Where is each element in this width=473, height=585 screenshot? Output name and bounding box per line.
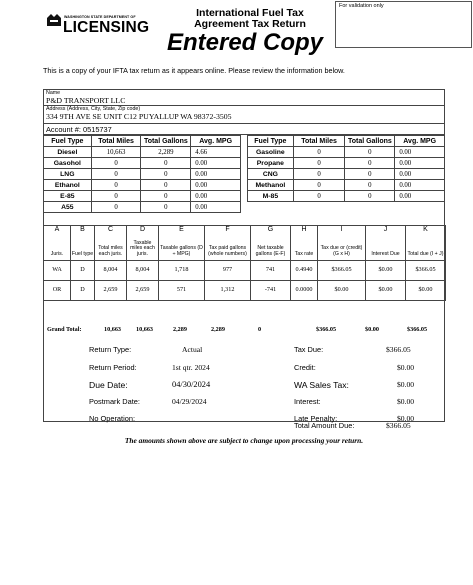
col-letter: I	[318, 226, 366, 235]
column-letters-row	[44, 226, 446, 235]
return-type-value: Actual	[182, 345, 203, 354]
grand-total-interest: $0.00	[365, 326, 379, 333]
fuel-gallons: 2,289	[141, 147, 191, 158]
col-letter: K	[406, 226, 446, 235]
return-period-label: Return Period:	[89, 363, 137, 372]
col-head: Tax rate	[291, 234, 318, 260]
grand-total-due: $366.05	[407, 326, 428, 333]
cell: 2,659	[95, 280, 127, 300]
fuel-row	[44, 158, 241, 169]
wa-sales-tax-value: $0.00	[397, 380, 415, 389]
col-head: Tax due or (credit) (G x H)	[318, 234, 366, 260]
fuel-gallons: 0	[345, 147, 395, 158]
late-penalty-value: $0.00	[397, 414, 415, 423]
fuel-gallons: 0	[345, 180, 395, 191]
credit-label: Credit:	[294, 363, 316, 372]
fuel-gallons: 0	[141, 202, 191, 213]
logo-licensing-text: LICENSING	[63, 19, 150, 36]
cell: D	[71, 260, 95, 280]
fuel-miles: 0	[91, 158, 141, 169]
logo-department-text: WASHINGTON STATE DEPARTMENT OF	[64, 15, 136, 19]
interest-label: Interest:	[294, 397, 321, 406]
fuel-miles: 0	[91, 180, 141, 191]
fuel-mpg: 0.00	[395, 180, 445, 191]
cell: 977	[205, 260, 251, 280]
grand-total-taxable-gallons: 2,289	[173, 326, 187, 333]
credit-value: $0.00	[397, 363, 415, 372]
return-type-label: Return Type:	[89, 345, 132, 354]
fuel-gallons: 0	[141, 191, 191, 202]
jurisdiction-table	[43, 225, 446, 301]
validation-label: For validation only	[339, 3, 384, 9]
cell: 571	[159, 280, 205, 300]
col-letter: E	[159, 226, 205, 235]
cell: $0.00	[318, 280, 366, 300]
grand-total-taxable-miles: 10,663	[136, 326, 154, 333]
total-miles-header: Total Miles	[293, 136, 345, 147]
grand-total-tax-paid-gallons: 2,289	[211, 326, 225, 333]
fuel-mpg: 0.00	[395, 169, 445, 180]
col-letter: F	[205, 226, 251, 235]
fuel-mpg: 0.00	[191, 169, 241, 180]
fuel-mpg: 0.00	[395, 158, 445, 169]
fuel-row	[44, 169, 241, 180]
cell: 1,718	[159, 260, 205, 280]
wa-sales-tax-label: WA Sales Tax:	[294, 380, 349, 390]
fuel-type: M-85	[248, 191, 294, 202]
address-label: Address (Address, City, State, Zip code)	[46, 106, 141, 112]
fuel-mpg: 4.66	[191, 147, 241, 158]
cell: D	[71, 280, 95, 300]
interest-value: $0.00	[397, 397, 415, 406]
col-head: Taxable miles each juris.	[127, 234, 159, 260]
fuel-type: CNG	[248, 169, 294, 180]
fuel-miles: 0	[293, 180, 345, 191]
no-operation-label: No Operation:	[89, 414, 136, 423]
fuel-miles: 0	[91, 202, 141, 213]
fuel-row	[248, 180, 445, 191]
taxpayer-address: 334 9TH AVE SE UNIT C12 PUYALLUP WA 98372-3505	[46, 112, 232, 121]
cell: $0.00	[366, 260, 406, 280]
col-letter: J	[366, 226, 406, 235]
fuel-header-row	[44, 136, 241, 147]
fuel-mpg: 0.00	[191, 158, 241, 169]
fuel-row	[248, 191, 445, 202]
fuel-type-header: Fuel Type	[248, 136, 294, 147]
fuel-mpg: 0.00	[395, 147, 445, 158]
cell: 8,004	[127, 260, 159, 280]
form-title-line2: Agreement Tax Return	[194, 18, 306, 30]
account-line	[46, 125, 112, 134]
cell: 741	[251, 260, 291, 280]
total-miles-header: Total Miles	[91, 136, 141, 147]
total-gallons-header: Total Gallons	[345, 136, 395, 147]
fuel-type: Propane	[248, 158, 294, 169]
fuel-miles: 0	[293, 158, 345, 169]
fuel-miles: 0	[91, 169, 141, 180]
cell: 2,659	[127, 280, 159, 300]
total-amount-due-value: $366.05	[386, 421, 411, 430]
total-amount-due-label: Total Amount Due:	[294, 421, 355, 430]
fuel-gallons: 0	[345, 191, 395, 202]
divider	[43, 123, 445, 124]
fuel-gallons: 0	[141, 180, 191, 191]
col-letter: D	[127, 226, 159, 235]
intro-text: This is a copy of your IFTA tax return as it appears online. Please review the information below.	[43, 66, 345, 75]
col-head: Fuel type	[71, 234, 95, 260]
total-gallons-header: Total Gallons	[141, 136, 191, 147]
postmark-date-label: Postmark Date:	[89, 397, 140, 406]
cell: 8,004	[95, 260, 127, 280]
taxpayer-name: P&D TRANSPORT LLC	[46, 96, 126, 105]
fuel-gallons: 0	[141, 158, 191, 169]
fuel-type: Ethanol	[44, 180, 92, 191]
fuel-gallons: 0	[141, 169, 191, 180]
validation-box	[335, 1, 472, 48]
due-date-value: 04/30/2024	[172, 380, 211, 389]
col-letter: G	[251, 226, 291, 235]
late-penalty-label: Late Penalty:	[294, 414, 338, 423]
cell: WA	[44, 260, 71, 280]
col-letter: A	[44, 226, 71, 235]
fuel-mpg: 0.00	[191, 202, 241, 213]
col-head: Taxable gallons (D ÷ MPG)	[159, 234, 205, 260]
fuel-mpg: 0.00	[191, 180, 241, 191]
fuel-type-header: Fuel Type	[44, 136, 92, 147]
col-head: Total miles each juris.	[95, 234, 127, 260]
col-head: Net taxable gallons (E-F)	[251, 234, 291, 260]
fuel-type: Gasohol	[44, 158, 92, 169]
cell: $0.00	[366, 280, 406, 300]
fuel-miles: 0	[293, 191, 345, 202]
tax-due-value: $366.05	[386, 345, 411, 354]
fuel-type: Diesel	[44, 147, 92, 158]
cell: $366.05	[318, 260, 366, 280]
fuel-miles: 0	[293, 147, 345, 158]
fuel-summary-left	[43, 135, 241, 213]
avg-mpg-header: Avg. MPG	[395, 136, 445, 147]
fuel-header-row	[248, 136, 445, 147]
fuel-type: A55	[44, 202, 92, 213]
fuel-row	[44, 180, 241, 191]
col-letter: H	[291, 226, 318, 235]
fuel-row	[248, 147, 445, 158]
fuel-mpg: 0.00	[191, 191, 241, 202]
table-row	[44, 280, 446, 300]
fuel-type: LNG	[44, 169, 92, 180]
col-head: Juris.	[44, 234, 71, 260]
return-period-value: 1st qtr. 2024	[172, 363, 210, 372]
fuel-summary-right	[247, 135, 445, 202]
fuel-row	[44, 147, 241, 158]
cell: $0.00	[406, 280, 446, 300]
form-title-line1: International Fuel Tax	[196, 7, 304, 19]
fuel-type: Methanol	[248, 180, 294, 191]
cell: 1,312	[205, 280, 251, 300]
cell: -741	[251, 280, 291, 300]
disclaimer-text: The amounts shown above are subject to change upon processing your return.	[124, 436, 364, 445]
table-row	[44, 260, 446, 280]
col-head: Interest Due	[366, 234, 406, 260]
col-letter: C	[95, 226, 127, 235]
cell: 0.4940	[291, 260, 318, 280]
postmark-date-value: 04/29/2024	[172, 397, 207, 406]
fuel-type: Gasoline	[248, 147, 294, 158]
account-number: 0515737	[82, 125, 112, 134]
cell: $366.05	[406, 260, 446, 280]
fuel-mpg: 0.00	[395, 191, 445, 202]
fuel-miles: 0	[293, 169, 345, 180]
fuel-row	[44, 202, 241, 213]
name-label: Name	[46, 90, 61, 96]
col-head: Tax paid gallons (whole numbers)	[205, 234, 251, 260]
dol-logo	[46, 12, 156, 34]
avg-mpg-header: Avg. MPG	[191, 136, 241, 147]
tax-due-label: Tax Due:	[294, 345, 324, 354]
washington-state-logo-icon	[46, 12, 62, 28]
fuel-gallons: 0	[345, 158, 395, 169]
fuel-miles: 0	[91, 191, 141, 202]
grand-total-tax-due: $366.05	[316, 326, 337, 333]
grand-total-net-taxable: 0	[258, 326, 262, 333]
due-date-label: Due Date:	[89, 380, 128, 390]
fuel-gallons: 0	[345, 169, 395, 180]
fuel-row	[248, 169, 445, 180]
fuel-row	[248, 158, 445, 169]
fuel-miles: 10,663	[91, 147, 141, 158]
fuel-row	[44, 191, 241, 202]
fuel-type: E-85	[44, 191, 92, 202]
grand-total-miles: 10,663	[104, 326, 122, 333]
entered-copy-heading: Entered Copy	[166, 29, 324, 56]
grand-total-label: Grand Total:	[47, 326, 82, 333]
col-letter: B	[71, 226, 95, 235]
cell: 0.0000	[291, 280, 318, 300]
col-head: Total due (I + J)	[406, 234, 446, 260]
column-heads-row	[44, 234, 446, 260]
account-label: Account #:	[46, 125, 81, 134]
cell: OR	[44, 280, 71, 300]
